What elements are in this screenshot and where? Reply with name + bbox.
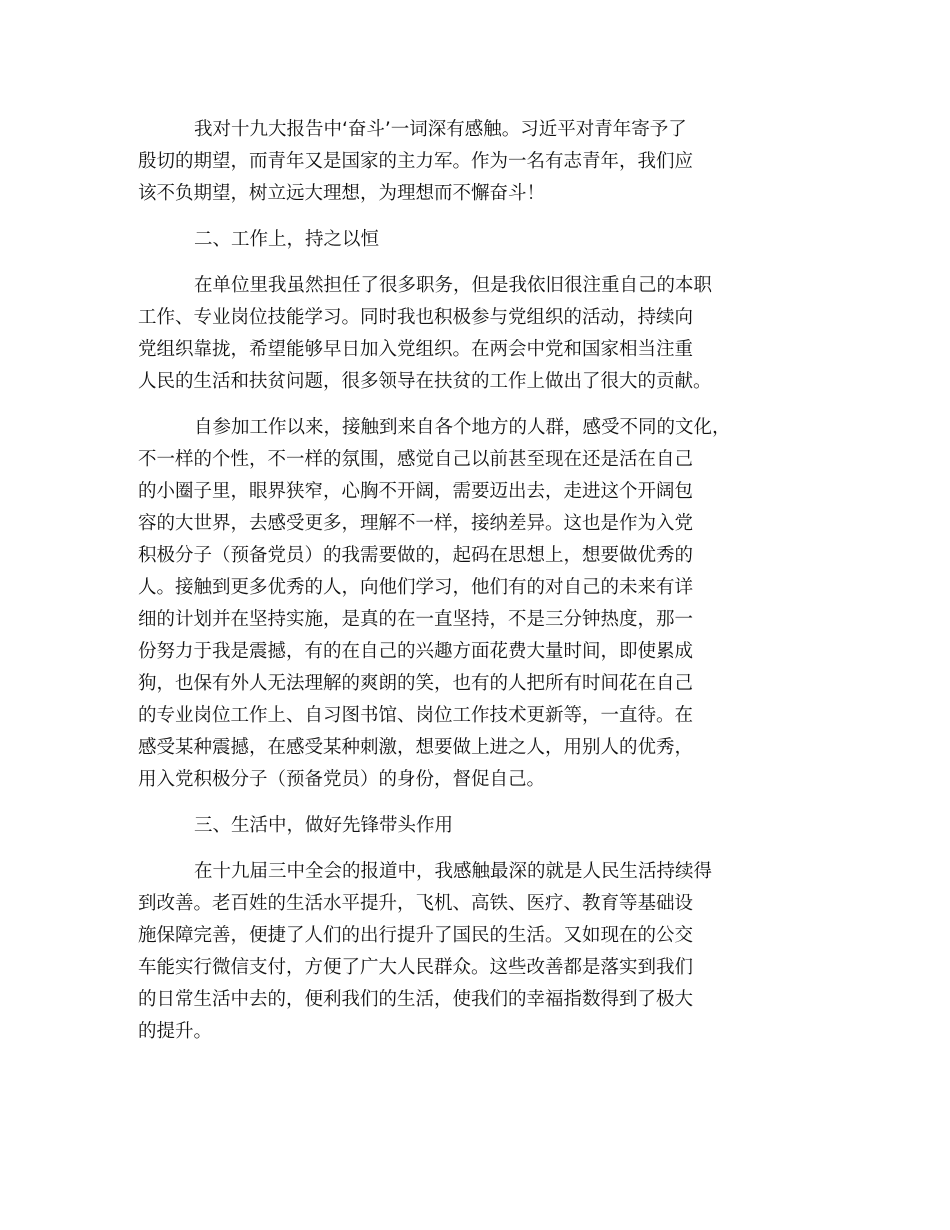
text-line: 份努力于我是震撼，有的在自己的兴趣方面花费大量时间，即使累成 [138,641,694,662]
text-line: 的日常生活中去的，便利我们的生活，使我们的幸福指数得到了极大 [138,989,694,1010]
section-heading-work [138,224,788,256]
text-line: 人民的生活和扶贫问题，很多领导在扶贫的工作上做出了很大的贡献。 [138,371,712,392]
text-line: 自参加工作以来，接触到来自各个地方的人群，感受不同的文化， [194,417,731,438]
text-line: 我对十九大报告中‘奋斗’一词深有感触。习近平对青年寄予了 [194,119,687,140]
text-line: 狗，也保有外人无法理解的爽朗的笑，也有的人把所有时间花在自己 [138,673,694,694]
text-line: 容的大世界，去感受更多，理解不一样，接纳差异。这也是作为入党 [138,513,694,534]
section-heading-life [138,810,788,842]
text-line: 细的计划并在坚持实施，是真的在一直坚持，不是三分钟热度，那一 [138,609,694,630]
paragraph-work-duties [138,270,788,398]
text-line: 车能实行微信支付，方便了广大人民群众。这些改善都是落实到我们 [138,957,694,978]
text-line: 殷切的期望，而青年又是国家的主力军。作为一名有志青年，我们应 [138,151,694,172]
text-line: 施保障完善，便捷了人们的出行提升了国民的生活。又如现在的公交 [138,925,694,946]
paragraph-life-improvement [138,856,788,1048]
text-line: 工作、专业岗位技能学习。同时我也积极参与党组织的活动，持续向 [138,307,694,328]
document-body [138,114,788,1062]
text-line: 感受某种震撼，在感受某种刺激，想要做上进之人，用别人的优秀， [138,737,694,758]
text-line: 积极分子（预备党员）的我需要做的，起码在思想上，想要做优秀的 [138,545,694,566]
heading-text: 二、工作上，持之以恒 [194,229,380,250]
heading-text: 三、生活中，做好先锋带头作用 [194,815,454,836]
text-line: 该不负期望，树立远大理想，为理想而不懈奋斗！ [138,183,546,204]
text-line: 不一样的个性，不一样的氛围，感觉自己以前甚至现在还是活在自己 [138,449,694,470]
text-line: 人。接触到更多优秀的人，向他们学习，他们有的对自己的未来有详 [138,577,694,598]
text-line: 在十九届三中全会的报道中，我感触最深的就是人民生活持续得 [194,861,713,882]
text-line: 的小圈子里，眼界狭窄，心胸不开阔，需要迈出去，走进这个开阔包 [138,481,694,502]
text-line: 在单位里我虽然担任了很多职务，但是我依旧很注重自己的本职 [194,275,713,296]
text-line: 用入党积极分子（预备党员）的身份，督促自己。 [138,769,546,790]
paragraph-work-experience [138,412,788,796]
text-line: 到改善。老百姓的生活水平提升，飞机、高铁、医疗、教育等基础设 [138,893,694,914]
text-line: 的专业岗位工作上、自习图书馆、岗位工作技术更新等，一直待。在 [138,705,694,726]
text-line: 党组织靠拢，希望能够早日加入党组织。在两会中党和国家相当注重 [138,339,694,360]
paragraph-intro-struggle [138,114,788,210]
text-line: 的提升。 [138,1021,213,1042]
